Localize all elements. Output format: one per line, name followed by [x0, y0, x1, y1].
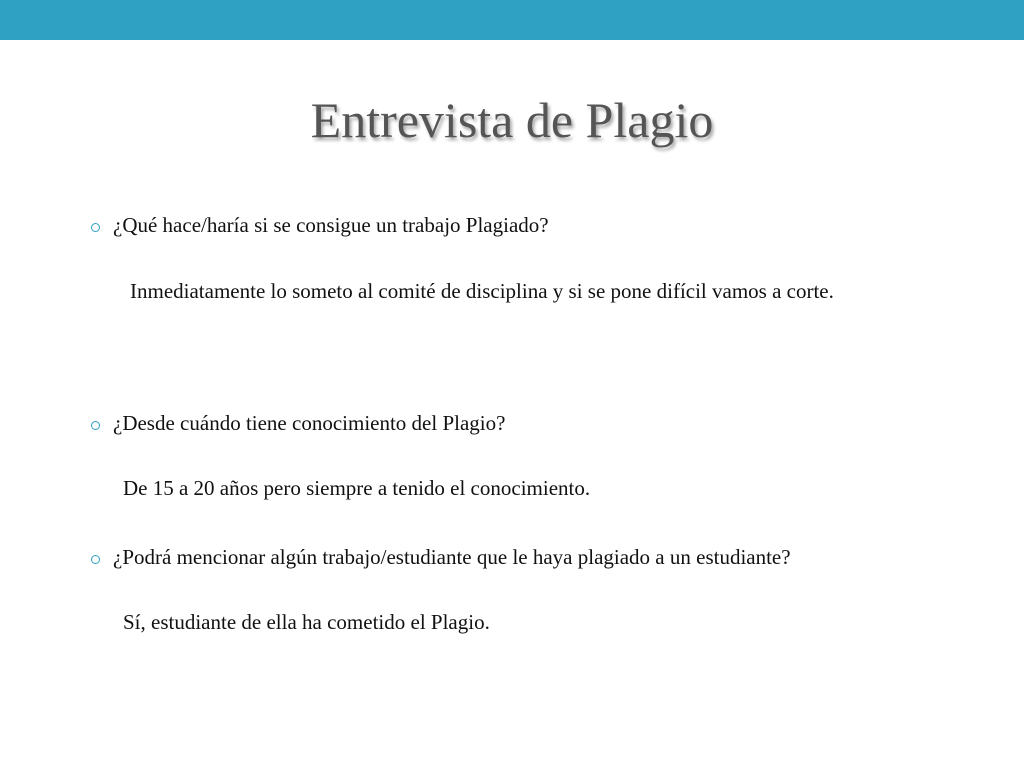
answer-1: Inmediatamente lo someto al comité de disciplina y si se pone difícil vamos a corte. — [130, 279, 834, 303]
question-3: ¿Podrá mencionar algún trabajo/estudiante que le haya plagiado a un estudiante? — [113, 545, 791, 569]
question-2: ¿Desde cuándo tiene conocimiento del Plagio? — [113, 411, 506, 435]
bullet-icon — [91, 223, 100, 232]
answer-3: Sí, estudiante de ella ha cometido el Plagio. — [123, 610, 490, 634]
bullet-icon — [91, 555, 100, 564]
slide-title: Entrevista de Plagio — [310, 92, 714, 148]
question-1: ¿Qué hace/haría si se consigue un trabajo Plagiado? — [113, 213, 549, 237]
answer-2: De 15 a 20 años pero siempre a tenido el conocimiento. — [123, 476, 591, 500]
bullet-icon — [91, 421, 100, 430]
